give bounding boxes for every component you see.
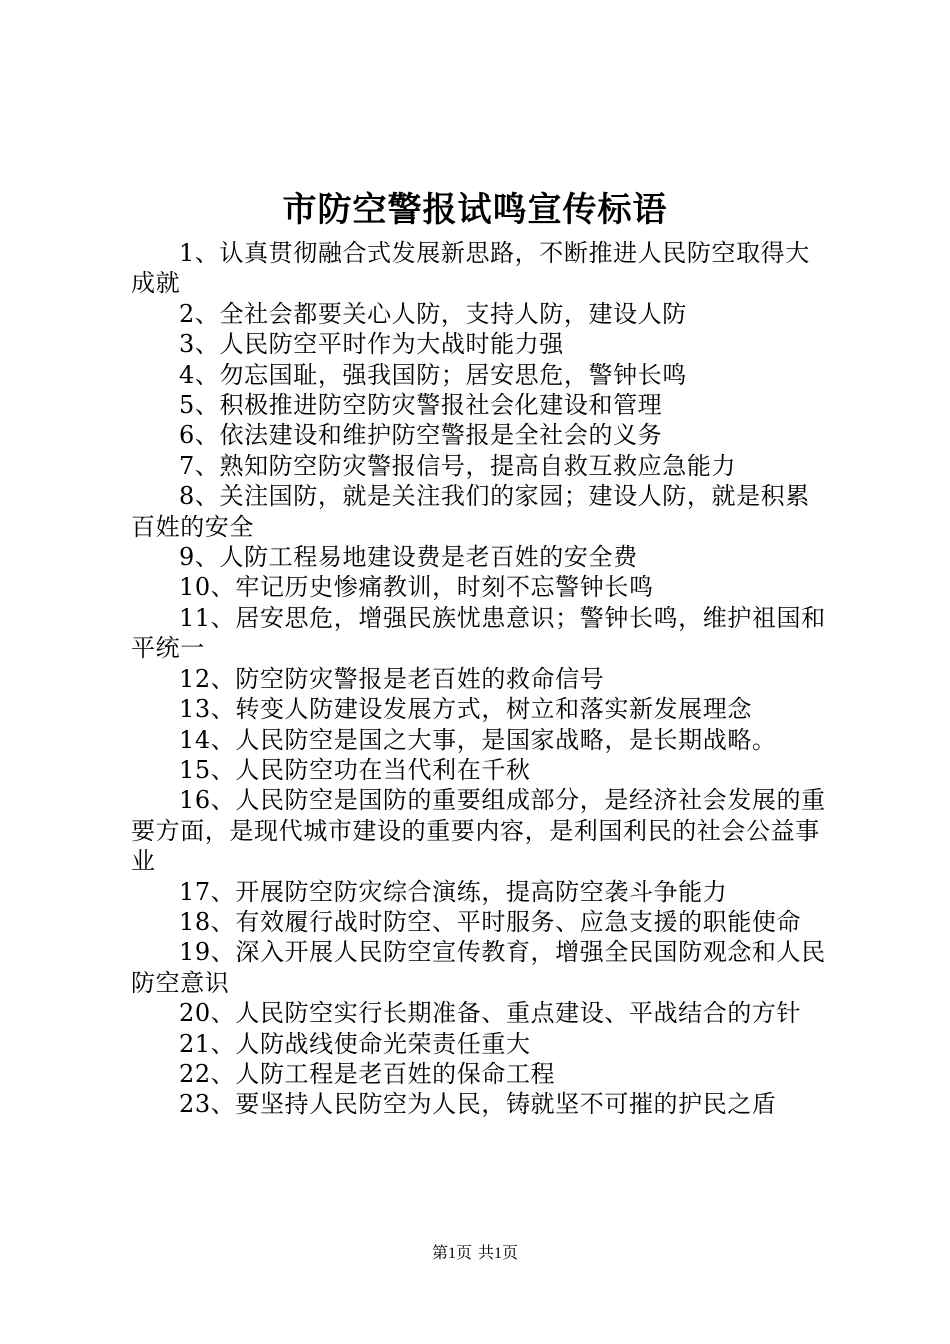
slogan-paragraph: 2、全社会都要关心人防，支持人防，建设人防 — [179, 299, 687, 328]
slogan-paragraph: 12、防空防灾警报是老百姓的救命信号 — [179, 664, 605, 693]
slogan-paragraph: 1、认真贯彻融合式发展新思路，不断推进人民防空取得大成就 — [131, 239, 810, 298]
page-number: 第1页 — [431, 1245, 472, 1262]
slogan-paragraph: 20、人民防空实行长期准备、重点建设、平战结合的方针 — [179, 999, 802, 1028]
slogan-paragraph: 23、要坚持人民防空为人民，铸就坚不可摧的护民之盾 — [179, 1090, 777, 1119]
slogan-paragraph: 4、勿忘国耻，强我国防；居安思危，警钟长鸣 — [179, 360, 687, 389]
slogan-paragraph: 15、人民防空功在当代利在千秋 — [179, 755, 531, 784]
slogan-paragraph: 9、人防工程易地建设费是老百姓的安全费 — [179, 543, 638, 572]
slogan-paragraph: 3、人民防空平时作为大战时能力强 — [179, 330, 564, 359]
slogan-paragraph: 10、牢记历史惨痛教训，时刻不忘警钟长鸣 — [179, 573, 654, 602]
slogan-paragraph: 18、有效履行战时防空、平时服务、应急支援的职能使命 — [179, 907, 802, 936]
document-body — [131, 238, 831, 1120]
document-title: 市防空警报试鸣宣传标语 — [282, 190, 668, 230]
slogan-paragraph: 14、人民防空是国之大事，是国家战略，是长期战略。 — [179, 725, 777, 754]
slogan-paragraph: 11、居安思危，增强民族忧患意识；警钟长鸣，维护祖国和平统一 — [131, 603, 826, 663]
slogan-paragraph: 8、关注国防，就是关注我们的家园；建设人防，就是积累百姓的安全 — [131, 482, 810, 541]
slogan-paragraph: 13、转变人防建设发展方式，树立和落实新发展理念 — [179, 695, 752, 724]
page-total: 共1页 — [478, 1245, 519, 1262]
slogan-paragraph: 19、深入开展人民防空宣传教育，增强全民国防观念和人民防空意识 — [131, 938, 826, 997]
slogan-paragraph: 5、积极推进防空防灾警报社会化建设和管理 — [179, 391, 663, 420]
page-footer — [0, 1244, 950, 1264]
slogan-paragraph: 22、人防工程是老百姓的保命工程 — [179, 1059, 556, 1088]
slogan-paragraph: 21、人防战线使命光荣责任重大 — [179, 1029, 531, 1058]
slogan-paragraph: 16、人民防空是国防的重要组成部分，是经济社会发展的重要方面，是现代城市建设的重要内容，是利国利民的社会公益事业 — [131, 786, 826, 876]
slogan-paragraph: 17、开展防空防灾综合演练，提高防空袭斗争能力 — [179, 877, 728, 906]
slogan-paragraph: 6、依法建设和维护防空警报是全社会的义务 — [179, 421, 663, 450]
slogan-paragraph: 7、熟知防空防灾警报信号，提高自救互救应急能力 — [179, 451, 737, 480]
